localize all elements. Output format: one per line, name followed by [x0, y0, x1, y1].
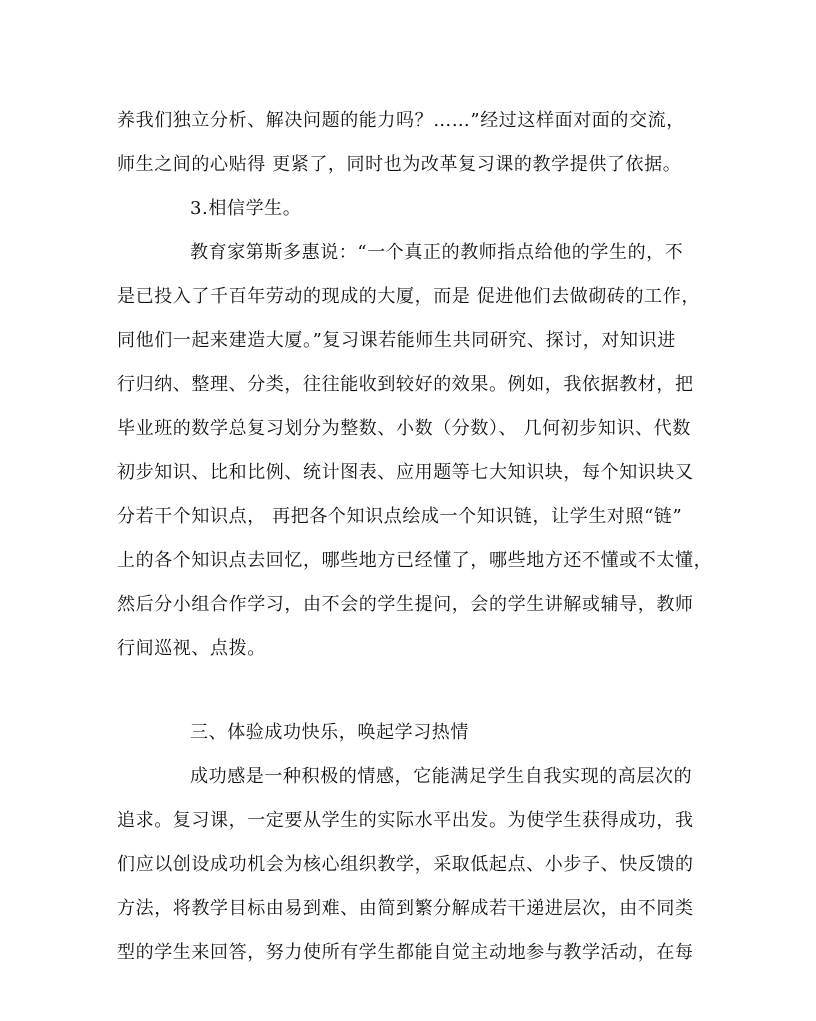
text-line: 然后分小组合作学习，由不会的学生提问，会的学生讲解或辅导，教师 — [117, 594, 694, 615]
text-line: 毕业班的数学总复习划分为整数、小数（分数）、 几何初步知识、代数 — [117, 418, 691, 439]
text-line: 初步知识、比和比例、统计图表、应用题等七大知识块，每个知识块又 — [117, 462, 694, 483]
text-line: 是已投入了千百年劳动的现成的大厦，而是 促进他们去做砌砖的工作， — [117, 286, 700, 307]
text-line: 追求。复习课，一定要从学生的实际水平出发。为使学生获得成功，我 — [117, 810, 694, 831]
paragraph-first-line: 成功感是一种积极的情感，它能满足学生自我实现的高层次的 — [190, 766, 693, 787]
section-heading: 3.相信学生。 — [190, 198, 302, 219]
text-line: 师生之间的心贴得 更紧了，同时也为改革复习课的教学提供了依据。 — [117, 154, 682, 175]
section-heading: 三、体验成功快乐，唤起学习热情 — [190, 722, 469, 743]
text-line: 行间巡视、点拨。 — [117, 638, 266, 659]
text-line: 方法，将教学目标由易到难、由简到繁分解成若干递进层次，由不同类 — [117, 898, 694, 919]
text-line: 上的各个知识点去回忆，哪些地方已经懂了，哪些地方还不懂或不太懂， — [117, 550, 713, 571]
paragraph-first-line: 教育家第斯多惠说：“一个真正的教师指点给他的学生的，不 — [190, 242, 684, 263]
text-line: 行归纳、整理、分类，往往能收到较好的效果。例如，我依据教材，把 — [117, 374, 694, 395]
text-line: 同他们一起来建造大厦。”复习课若能师生共同研究、探讨，对知识进 — [117, 330, 676, 351]
text-line: 型的学生来回答，努力使所有学生都能自觉主动地参与教学活动，在每 — [117, 942, 694, 963]
text-line: 分若干个知识点， 再把各个知识点绘成一个知识链，让学生对照“链” — [117, 506, 683, 527]
text-line: 养我们独立分析、解决问题的能力吗？……”经过这样面对面的交流， — [117, 110, 685, 131]
text-line: 们应以创设成功机会为核心组织教学，采取低起点、小步子、快反馈的 — [117, 854, 694, 875]
